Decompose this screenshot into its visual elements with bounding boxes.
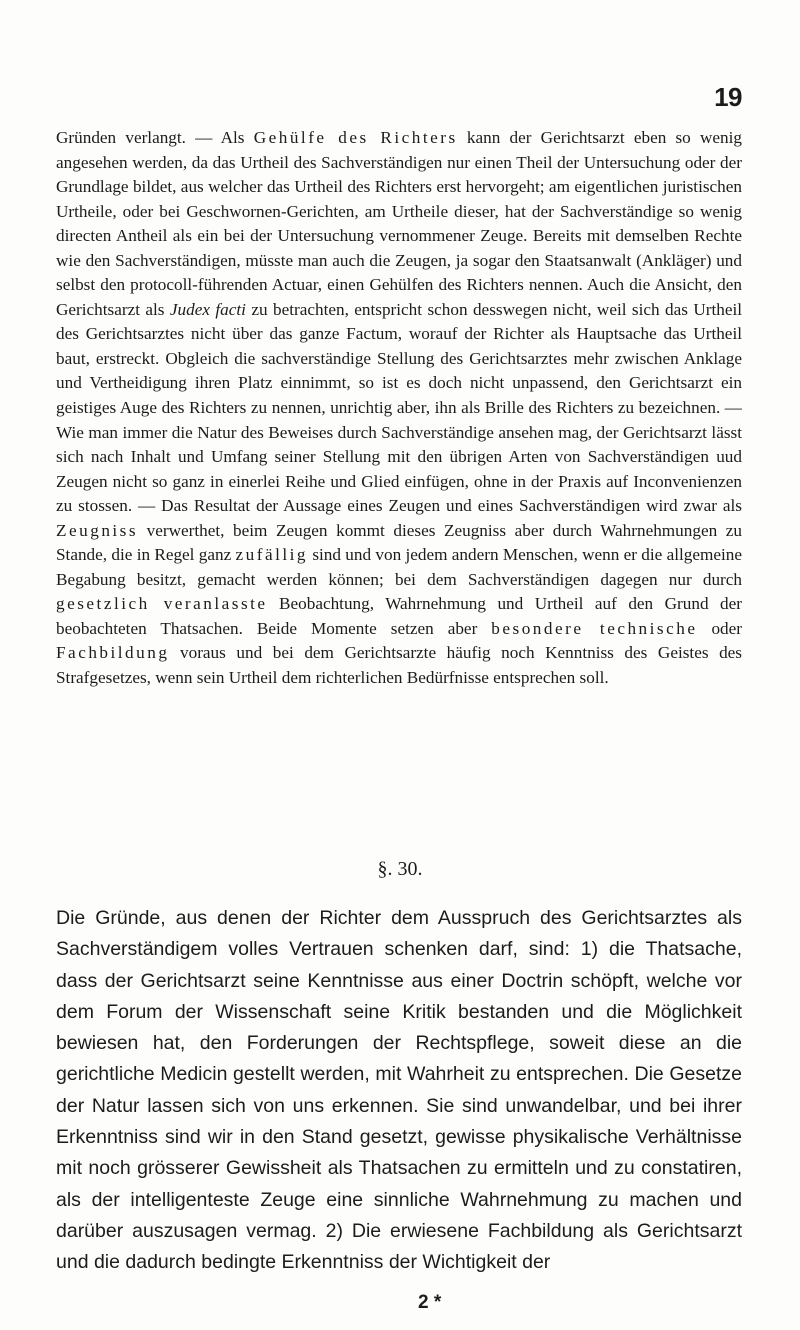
- page-number: 19: [714, 82, 742, 112]
- paragraph-1: Gründen verlangt. — Als Gehülfe des Richters kann der Gerichtsarzt eben so wenig angesehen werden, da das Urtheil des Sachverständigen nur einen Theil der Untersuchung oder der Grundlage bildet, aus welcher das Urtheil des Richters erst hervorgeht; am eigentlichen juristischen Urtheile, oder bei Geschwornen-Gerichten, am Urtheile dieser, hat der Sachverständige so wenig directen Antheil als ein bei der Untersuchung vernommener Zeuge. Bereits mit demselben Rechte wie den Sachverständigen, müsste man auch die Zeugen, ja sogar den Staatsanwalt (Ankläger) und selbst den protocoll-führenden Actuar, einen Gehülfen des Richters nennen. Auch die Ansicht, den Gerichtsarzt als Judex facti zu betrachten, entspricht schon desswegen nicht, weil sich das Urtheil des Gerichtsarztes nicht über das ganze Factum, worauf der Richter als Hauptsache das Urtheil baut, erstreckt. Obgleich die sachverständige Stellung des Gerichtsarztes mehr zwischen Anklage und Vertheidigung ihren Platz einnimmt, so ist es doch nicht unpassend, den Gerichtsarzt ein geistiges Auge des Richters zu nennen, unrichtig aber, ihn als Brille des Richters zu bezeichnen. — Wie man immer die Natur des Beweises durch Sachverständige ansehen mag, der Gerichtsarzt lässt sich nach Inhalt und Umfang seiner Stellung mit den übrigen Arten von Sachverständigen uud Zeugen nicht so ganz in einerlei Reihe und Glied einfügen, ohne in der Praxis auf Inconvenienzen zu stossen. — Das Resultat der Aussage eines Zeugen und eines Sachverständigen wird zwar als Zeugniss verwerthet, beim Zeugen kommt dieses Zeugniss aber durch Wahrnehmungen zu Stande, die in Regel ganz zufällig sind und von jedem andern Menschen, wenn er die allgemeine Begabung besitzt, gemacht werden können; bei dem Sachverständigen dagegen nur durch gesetzlich veranlasste Beobachtung, Wahrnehmung und Urtheil auf den Grund der beobachteten Thatsachen. Beide Momente setzen aber besondere technische oder Fachbildung voraus und bei dem Gerichtsarzte häufig noch Kenntniss des Geistes des Strafgesetzes, wenn sein Urtheil dem richterlichen Bedürfnisse entsprechen soll.: [56, 128, 743, 688]
- section-heading: §. 30.: [377, 858, 423, 880]
- section-30-text: [56, 903, 742, 1279]
- emphasis-gesetzlich: gesetzlich veranlasste: [56, 594, 268, 614]
- paragraph-2: Die Gründe, aus denen der Richter dem Ausspruch des Gerichtsarztes als Sachverständigem volles Vertrauen schenken darf, sind: 1) die Thatsache, dass der Gerichtsarzt seine Kenntnisse aus einer Doctrin schöpft, welche vor dem Forum der Wissenschaft seine Kritik bestanden und die Möglichkeit bewiesen hat, den Forderungen der Rechtspflege, soweit diese an die gerichtliche Medicin gestellt werden, mit Wahrheit zu entsprechen. Die Gesetze der Natur lassen sich von uns erkennen. Sie sind unwandelbar, und bei ihrer Erkenntniss sind wir in den Stand gesetzt, gewisse physikalische Verhältnisse mit noch grösserer Gewissheit als Thatsachen zu ermitteln und zu constatiren, als der intelligenteste Zeuge eine sinnliche Wahrnehmung zu machen und darüber auszusagen vermag. 2) Die erwiesene Fachbildung als Gerichtsarzt und die dadurch bedingte Erkenntniss der Wichtigkeit der: [56, 907, 742, 1274]
- emphasis-besondere: besondere technische: [491, 618, 698, 638]
- emphasis-zeugniss: Zeugniss: [56, 520, 139, 540]
- emphasis-gehuelfe: Gehülfe des Richters: [253, 128, 458, 147]
- emphasis-judex-facti: Judex facti: [169, 299, 246, 319]
- signature-mark: 2 *: [418, 1292, 442, 1313]
- emphasis-zufaellig: zufällig: [235, 545, 309, 565]
- body-text: [56, 126, 742, 691]
- emphasis-fachbildung: Fachbildung: [56, 643, 170, 663]
